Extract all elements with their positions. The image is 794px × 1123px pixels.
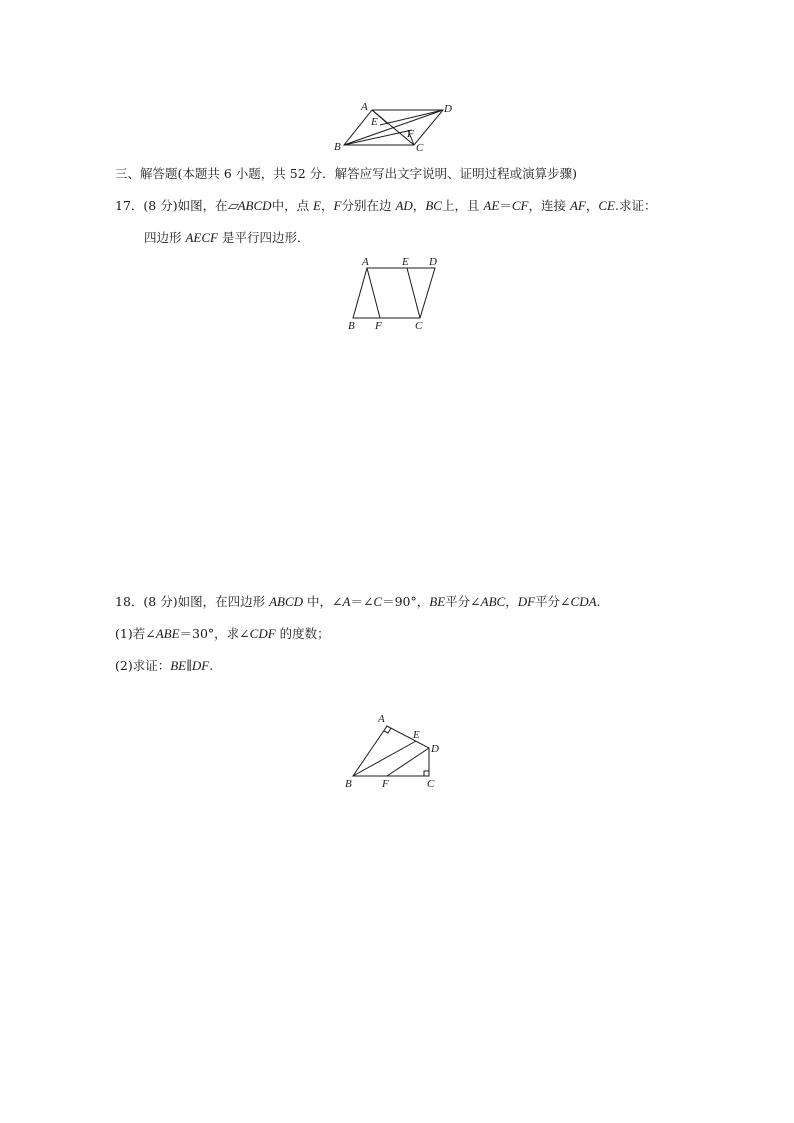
q17-var: CF bbox=[511, 198, 529, 213]
q17-line1 bbox=[115, 198, 656, 214]
label-c: C bbox=[415, 320, 423, 332]
figure-parallelogram-top bbox=[330, 98, 460, 154]
q18-part1 bbox=[115, 626, 330, 642]
q17-var: BC bbox=[425, 198, 442, 213]
q18-part2 bbox=[115, 658, 213, 674]
section-heading bbox=[115, 166, 577, 182]
parallelogram-abcd-q17 bbox=[353, 268, 435, 318]
q17-text: 如图，在 bbox=[177, 198, 228, 213]
q17-var: AECF bbox=[185, 230, 218, 245]
q17-text: 分别在边 bbox=[341, 198, 396, 213]
q18-text: 如图，在四边形 bbox=[177, 594, 270, 609]
q18-text: ， bbox=[505, 594, 518, 609]
segment-be bbox=[353, 741, 416, 776]
segment-de bbox=[380, 110, 443, 125]
label-c: C bbox=[427, 778, 435, 790]
q17-text: .求证： bbox=[614, 198, 657, 213]
right-angle-mark-c bbox=[424, 771, 429, 776]
q18-text: 中，∠ bbox=[303, 594, 343, 609]
q18-text: ＝∠ bbox=[350, 594, 374, 609]
label-b: B bbox=[334, 141, 341, 153]
q17-var: CE bbox=[598, 198, 615, 213]
q17-number: 17．(8 分) bbox=[115, 198, 178, 213]
q18-text: ＝30°，求∠ bbox=[179, 626, 250, 641]
q17-text: 是平行四边形． bbox=[217, 230, 310, 245]
q18-var: CDA bbox=[570, 594, 597, 609]
segment-af bbox=[367, 268, 380, 318]
figure-q18 bbox=[340, 710, 450, 795]
label-d: D bbox=[444, 103, 452, 115]
figure-q17 bbox=[340, 254, 450, 334]
q18-text: 平分∠ bbox=[445, 594, 481, 609]
q18-var: BE bbox=[170, 658, 187, 673]
q18-var: DF bbox=[517, 594, 536, 609]
q18-var: CDF bbox=[249, 626, 276, 641]
section-heading-text: 三、解答题(本题共 6 小题，共 52 分．解答应写出文字说明、证明过程或演算步骤) bbox=[115, 166, 578, 181]
q17-text: ，连接 bbox=[528, 198, 570, 213]
q18-line1 bbox=[115, 594, 601, 610]
q18-text: ＝90°， bbox=[382, 594, 430, 609]
q17-var: E bbox=[313, 198, 321, 213]
q17-text: ， bbox=[321, 198, 334, 213]
label-e: E bbox=[402, 256, 409, 268]
label-d: D bbox=[429, 256, 437, 268]
q17-text: ＝ bbox=[499, 198, 512, 213]
q18-var: DF bbox=[191, 658, 210, 673]
q17-line2 bbox=[144, 230, 309, 246]
label-f: F bbox=[375, 320, 382, 332]
q17-var: F bbox=[333, 198, 342, 213]
q18-var: ABC bbox=[480, 594, 506, 609]
segment-ec bbox=[407, 268, 420, 318]
q18-var: ABE bbox=[155, 626, 180, 641]
q17-parallelogram: ▱ABCD bbox=[227, 198, 272, 213]
label-f: F bbox=[382, 778, 389, 790]
q17-var: AF bbox=[569, 198, 586, 213]
q18-text: 平分∠ bbox=[535, 594, 571, 609]
label-f: F bbox=[407, 128, 414, 140]
label-a: A bbox=[378, 713, 385, 725]
q17-text: ， bbox=[585, 198, 599, 213]
q18-var: ABCD bbox=[269, 594, 304, 609]
label-b: B bbox=[345, 778, 352, 790]
q17-var: AD bbox=[395, 198, 413, 213]
q17-text: ， bbox=[412, 198, 426, 213]
label-a: A bbox=[362, 256, 369, 268]
q18-number: 18．(8 分) bbox=[115, 594, 178, 609]
q17-text: 上，且 bbox=[441, 198, 484, 213]
label-b: B bbox=[348, 320, 355, 332]
q18-text: . bbox=[209, 658, 214, 673]
q18-text: ∥ bbox=[186, 658, 192, 673]
q17-text: 四边形 bbox=[144, 230, 186, 245]
q17-text: 中，点 bbox=[271, 198, 314, 213]
q18-var: C bbox=[373, 594, 383, 609]
segment-df bbox=[387, 748, 429, 776]
label-e: E bbox=[413, 729, 420, 741]
label-c: C bbox=[416, 142, 424, 154]
label-e: E bbox=[371, 116, 378, 128]
label-a: A bbox=[361, 101, 368, 113]
q17-var: AE bbox=[483, 198, 500, 213]
q18-var: BE bbox=[429, 594, 446, 609]
q18-var: A bbox=[342, 594, 351, 609]
q18-text: . bbox=[596, 594, 601, 609]
label-d: D bbox=[431, 743, 439, 755]
q18-text: (2)求证： bbox=[115, 658, 171, 673]
q18-text: 的度数； bbox=[275, 626, 330, 641]
q18-text: (1)若∠ bbox=[115, 626, 156, 641]
